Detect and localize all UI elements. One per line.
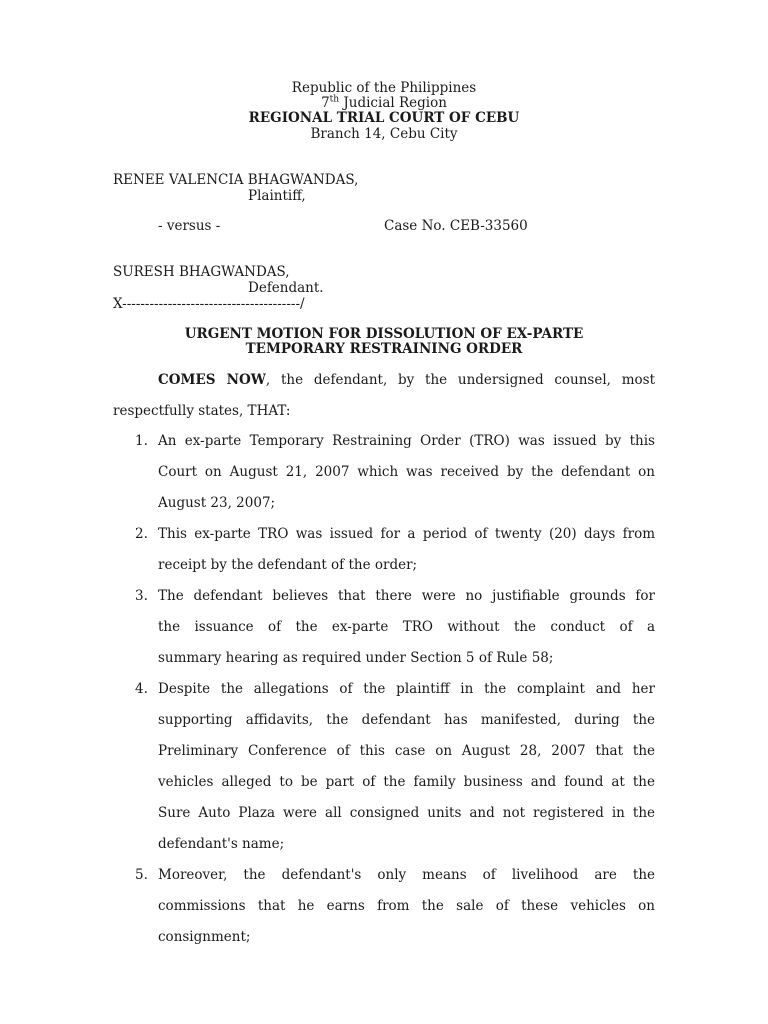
intro-text-1: , the defendant, by the undersigned counsel, most bbox=[265, 372, 655, 388]
list-item-line: This ex-parte TRO was issued for a period of twenty (20) days from bbox=[158, 526, 655, 542]
court-name: REGIONAL TRIAL COURT OF CEBU bbox=[248, 110, 520, 126]
region-rest: Judicial Region bbox=[339, 95, 447, 111]
judicial-region-line bbox=[0, 95, 768, 111]
versus-label: - versus - bbox=[158, 218, 221, 234]
list-item-line: supporting affidavits, the defendant has manifested, during the bbox=[158, 712, 655, 728]
defendant-label: Defendant. bbox=[248, 280, 324, 296]
list-item-number: 2. bbox=[135, 526, 148, 542]
list-item-line: Moreover, the defendant's only means of livelihood are the bbox=[158, 867, 655, 883]
motion-title-line-1: URGENT MOTION FOR DISSOLUTION OF EX-PARTE bbox=[184, 326, 584, 342]
defendant-name: SURESH BHAGWANDAS, bbox=[113, 264, 290, 280]
list-item-line: Sure Auto Plaza were all consigned units and not registered in the bbox=[158, 805, 655, 821]
list-item-line: The defendant believes that there were no justifiable grounds for bbox=[158, 588, 655, 604]
list-item-number: 1. bbox=[135, 433, 148, 449]
plaintiff-name: RENEE VALENCIA BHAGWANDAS, bbox=[113, 172, 359, 188]
intro-line-2: respectfully states, THAT: bbox=[113, 403, 291, 419]
list-item-line: vehicles alleged to be part of the family business and found at the bbox=[158, 774, 655, 790]
region-ordinal: 7 bbox=[321, 95, 330, 111]
branch-line: Branch 14, Cebu City bbox=[310, 126, 458, 142]
list-item-number: 4. bbox=[135, 681, 148, 697]
list-item-line: Despite the allegations of the plaintiff in the complaint and her bbox=[158, 681, 655, 697]
republic-line: Republic of the Philippines bbox=[291, 80, 477, 96]
list-item-line: summary hearing as required under Section 5 of Rule 58; bbox=[158, 650, 554, 666]
motion-title-line-2: TEMPORARY RESTRAINING ORDER bbox=[245, 341, 523, 357]
plaintiff-label: Plaintiff, bbox=[248, 188, 306, 204]
region-ordinal-suffix: th bbox=[329, 94, 340, 105]
list-item-line: commissions that he earns from the sale of these vehicles on bbox=[158, 898, 655, 914]
list-item-line: the issuance of the ex-parte TRO without the conduct of a bbox=[158, 619, 655, 635]
comes-now-label: COMES NOW bbox=[158, 372, 266, 388]
list-item-line: An ex-parte Temporary Restraining Order (TRO) was issued by this bbox=[158, 433, 655, 449]
list-item-number: 3. bbox=[135, 588, 148, 604]
list-item-line: receipt by the defendant of the order; bbox=[158, 557, 418, 573]
intro-line-1 bbox=[158, 365, 655, 396]
list-item-number: 5. bbox=[135, 867, 148, 883]
list-item-line: defendant's name; bbox=[158, 836, 285, 852]
list-item-line: August 23, 2007; bbox=[158, 495, 276, 511]
list-item-line: consignment; bbox=[158, 929, 251, 945]
caption-separator: X---------------------------------------/ bbox=[113, 296, 305, 312]
case-number: Case No. CEB-33560 bbox=[384, 218, 528, 234]
list-item-line: Court on August 21, 2007 which was received by the defendant on bbox=[158, 464, 655, 480]
list-item-line: Preliminary Conference of this case on August 28, 2007 that the bbox=[158, 743, 655, 759]
